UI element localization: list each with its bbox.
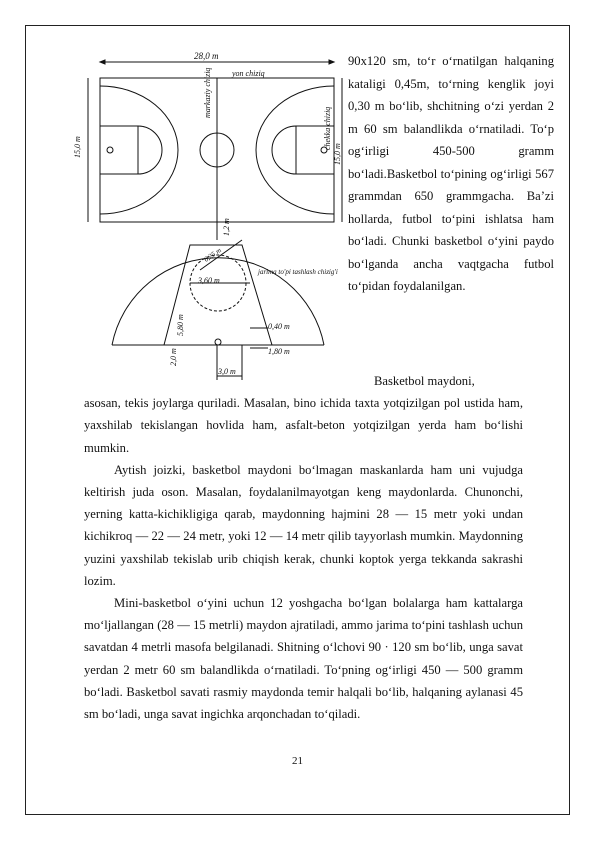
- page-number: 21: [292, 755, 303, 767]
- width-left-label: 15,0 m: [73, 136, 82, 158]
- paragraph-1-rest: asosan, tekis joylarga quriladi. Masalan, bino ichida taxta yotqizilgan pol ustida ham, yaxshilab tekislangan hovlida ham, asfalt-beton yotqizilgan yerda ham bo‘lishi mumkin.: [84, 396, 523, 455]
- base-label: 3,0 m: [218, 367, 236, 376]
- basketball-court-diagram: [72, 40, 344, 386]
- center-line-label: markaziy chiziq: [203, 67, 212, 118]
- side-paragraph-text: 90x120 sm, to‘r o‘rnatilgan halqaning kataligi 0,45m, to‘rning kenglik joyi 0,30 m bo‘lib, shchitning o‘zi yerdan 2 m 60 sm balandlikda o‘rnatiladi. To‘p og‘irligi 450-500 gramm bo‘ladi.Basketbol to‘pining og‘irligi 567 grammdan 650 grammgacha. Ba’zi hollarda, futbol to‘pini ishlatsa ham bo‘ladi. Chunki basketbol o‘yini paydo bo‘lganda ancha vaqtgacha futbol to‘pidan foydalanilgan.: [348, 54, 554, 293]
- paragraph-1-start: Basketbol maydoni,: [374, 374, 475, 388]
- side-line-label: yon chiziq: [232, 69, 265, 78]
- length-label: 28,0 m: [194, 51, 219, 61]
- paragraph-3: Mini-basketbol o‘yini uchun 12 yoshgacha bo‘lgan bolalarga ham kattalarga mo‘ljallangan (28 — 15 metrli) maydon ajratiladi, ammo jarima to‘pini tashlash uchun savatdan 4 metrli masofa belgilanadi. Shitning o‘lchovi 90 · 120 sm bo‘lib, unga savat yerdan 2 metr 60 sm balandlikda o‘rnatiladi. To‘pning og‘irligi 450 — 500 gramm bo‘ladi. Basketbol savati rasmiy maydonda temir halqali bo‘lib, halqaning aylanasi 45 sm bo‘ladi, unga savat ingichka arqonchadan to‘qiladi.: [84, 596, 523, 722]
- arc-radius-label: 6,25 m: [202, 246, 223, 264]
- side-paragraph: [348, 50, 554, 298]
- main-text: [84, 370, 523, 725]
- right-free-throw-circle: [272, 126, 296, 174]
- small-b-label: 2,0 m: [169, 348, 178, 366]
- small-a-label: 1,2 m: [222, 218, 231, 236]
- left-key: [100, 126, 138, 174]
- circle-label: 3,60 m: [198, 276, 220, 285]
- mark-a-label: 0,40 m: [268, 322, 290, 331]
- key-length-label: 5,80 m: [176, 314, 185, 336]
- paragraph-2: Aytish joizki, basketbol maydoni bo‘lmagan maskanlarda ham uni vujudga keltirish juda oson. Masalan, foydalanilmayotgan keng maydonlarda. Chunonchi, yerning katta-kichikligiga qarab, maydonning hajmini 28 — 15 metr yoki undan kichikroq — 22 — 24 metr, yoki 12 — 14 metr qilib tayyorlash mumkin. Maydonning yuzini yaxshilab tekislab urib chiqish kerak, chunki koptok yerga tekkanda sakrashi lozim.: [84, 462, 523, 588]
- left-free-throw-circle: [138, 126, 162, 174]
- free-throw-line-label: jarima to'pi tashlash chizig'i: [258, 268, 338, 276]
- end-line-label: chekka chiziq: [323, 106, 332, 150]
- mark-b-label: 1,80 m: [268, 347, 290, 356]
- width-right-label: 15,0 m: [333, 143, 342, 165]
- left-three-point-arc: [100, 86, 178, 214]
